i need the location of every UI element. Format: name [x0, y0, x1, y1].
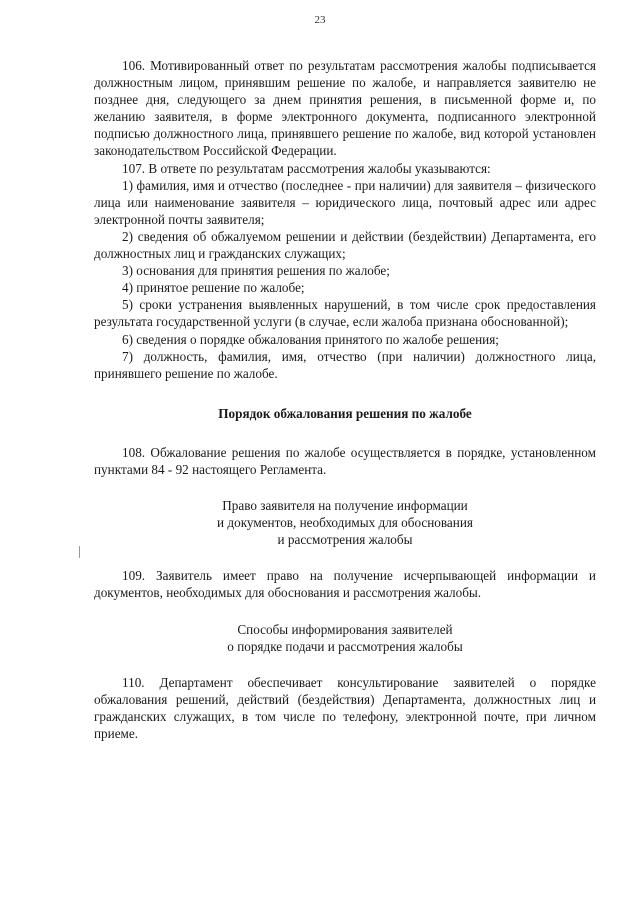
heading-right-line-1: Право заявителя на получение информации — [222, 498, 468, 514]
paragraph-108: 108. Обжалование решения по жалобе осуществляется в порядке, установленном пунктами 84 - 92 настоящего Регламента. — [94, 444, 596, 477]
paragraph-110: 110. Департамент обеспечивает консультирование заявителей о порядке обжалования решений, действий (бездействия) Департамента, должностных лиц и гражданских служащих, в том числе по телефону, электронной почте, при личном приеме. — [94, 674, 596, 741]
section-heading-right — [94, 497, 596, 548]
list-item-7: 7) должность, фамилия, имя, отчество (при наличии) должностного лица, принявшего решение по жалобе. — [94, 348, 596, 381]
list-item-3: 3) основания для принятия решения по жалобе; — [122, 263, 390, 279]
list-item-1: 1) фамилия, имя и отчество (последнее - при наличии) для заявителя – физического лица или наименование заявителя – юридического лица, почтовый адрес или адрес электронной почты заявителя; — [94, 177, 596, 227]
heading-methods-line-2: о порядке подачи и рассмотрения жалобы — [227, 638, 463, 654]
paragraph-107: 107. В ответе по результатам рассмотрения жалобы указываются: — [122, 160, 491, 176]
list-item-4: 4) принятое решение по жалобе; — [122, 280, 305, 296]
paragraph-109: 109. Заявитель имеет право на получение исчерпывающей информации и документов, необходимых для обоснования и рассмотрения жалобы. — [94, 568, 596, 601]
list-item-5: 5) сроки устранения выявленных нарушений, в том числе срок предоставления результата государственной услуги (в случае, если жалоба признана обоснованной); — [94, 297, 596, 330]
section-heading-methods — [94, 621, 596, 655]
heading-methods-line-1: Способы информирования заявителей — [237, 621, 453, 637]
heading-right-line-3: и рассмотрения жалобы — [277, 532, 413, 548]
paragraph-106: 106. Мотивированный ответ по результатам рассмотрения жалобы подписывается должностным лицом, принявшим решение по жалобе, и направляется заявителю не позднее дня, следующего за днем принятия решения, в письменной форме и, по желанию заявителя, в форме электронного документа, подписанного электронной подписью должностного лица, принявшего решение по жалобе, вид которой установлен законодательством Российской Федерации. — [94, 58, 596, 159]
list-item-6: 6) сведения о порядке обжалования принятого по жалобе решения; — [122, 331, 499, 347]
list-item-2: 2) сведения об обжалуемом решении и действии (бездействии) Департамента, его должностных лиц и гражданских служащих; — [94, 228, 596, 262]
section-heading-appeal: Порядок обжалования решения по жалобе — [218, 405, 472, 421]
scan-mark — [79, 546, 80, 558]
document-body — [94, 57, 596, 742]
heading-right-line-2: и документов, необходимых для обоснования — [217, 515, 473, 531]
page-number: 23 — [314, 14, 326, 26]
